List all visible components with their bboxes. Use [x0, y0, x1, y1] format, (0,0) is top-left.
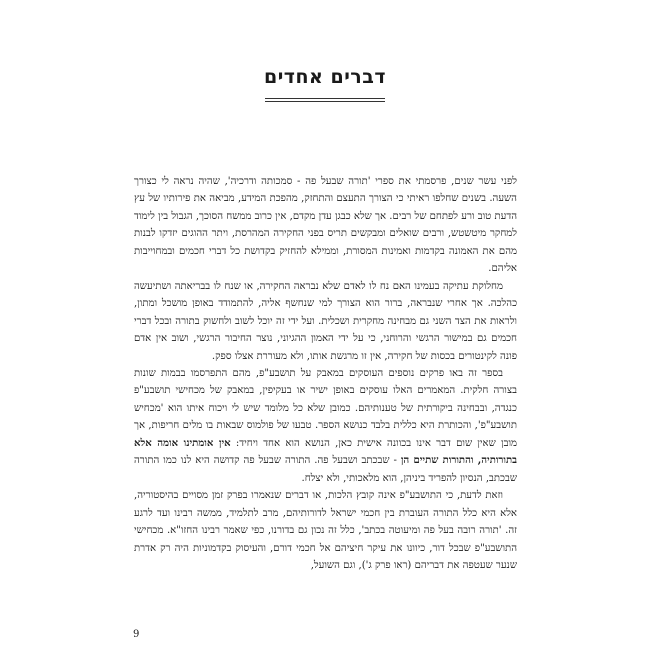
paragraph-3: [134, 365, 517, 487]
page-title: דברים אחדים: [263, 66, 386, 88]
title-rule-top: [265, 98, 385, 99]
page-number: 9: [133, 629, 140, 640]
paragraph-4: וזאת לדעת, כי התושבע"פ אינה קובץ הלכות, או דברים שנאמרו בפרק זמן מסויים בהיסטוריה, אלא היא כלל התורה העוברת בין חכמי ישראל לדורותיהם, מרב לתלמיד, ממשה רבינו ועד לרגע זה. 'תורה רובה בעל פה ומיעוטה בכתב', כלל זה נכון גם בדורנו, כפי שאמר רבינו החזו"א. מכחישי התושבע"פ שבכל דור, כיוונו את עיקר חיציהם אל חכמי דורם, והעיסוק בקדמוניות היה רק אדרת שנער שעטפה את דבריהם (ראו פרק ג'), וגם השועל,: [134, 490, 517, 571]
paragraph-3-part-b: - שבכתב ושבעל פה. התורה שבעל פה קדושה היא לנו כמו התורה שבכתב, הנסיון להפריד ביניהן, הוא מלאכותי, ולא יצלח.: [134, 455, 517, 484]
paragraph-3-part-a: בספר זה באו פרקים נוספים העוסקים במאבק על תושבע"פ, מהם התפרסמו בבמות שונות בצורה חלקית. המאמרים האלו עוסקים באופן ישיר או בעקיפין, במאבק של מכחישי תושבע"פ כנגדה, ובבחינה ביקורתית של טענותיהם. כמובן שלא כל מלומד שיש לי ויכוח איתו הוא 'מכחיש תושבע"פ', והכותרת היא כללית בלבד כנושא הספר. טבעו של פולמוס שבאות בו מלים חריפות, אך מובן שאין שום דבר אינו בכוונה אישית כאן, הנושא הוא אחד ויחיד:: [134, 367, 518, 449]
paragraph-1: לפני עשר שנים, פרסמתי את ספרי 'תורה שבעל פה - סמכותה ודרכיה', שהיה נראה לי כצורך השעה. בשנים שחלפו ראיתי כי הצורך התעצם והתחזק, מהפכת המידע, מביאה את פירותיו של עץ הדעת טוב ורע לפתחם של רבים. אך שלא כבגן עדן מקדם, אין כרוב ממשח הסוכך, הגבול בין לימוד למחקר מיטשטש, ורבים שואלים ומבקשים תריס בפני החקירה המהרסת, ויתר ההוגים יזדקו לבנות מהם את האמונה בקדמות ואמינות המסורת, וממילא להחזיק בקדושת כל דברי חכמים ובמחוייבות אליהם.: [134, 176, 517, 275]
title-rule-bottom: [265, 101, 385, 102]
paragraph-2: מחלוקת עתיקה בעמינו האם נח לו לאדם שלא נבראה החקירה, או שנח לו בבריאתה ושתיעשה כהלכה. אך אחרי שנבראה, ברור הוא הצורך למי שנחשף אליה, להתמודד באופן מושכל ומתון, ולראות את הצד השני גם מבחינה מחקרית ושכלית. ועל ידי זה יוכל לשוב ולחשוק בתורה ובכל דברי חכמים גם במישור הרגשי והרוחני, כי על ידי האמון ההגיוני, נוצר החיבור הרגשי, ושוב אין אדם פונה לקינטורים בכסות של חקירה, אין זו מרגשת אותו, ולא מעוררת אצלו ספק.: [134, 280, 517, 362]
body-text: [134, 173, 517, 574]
paragraph-3-bold: אין אומתינו אומה אלא בתורותיה, והתורות שתיים הן: [134, 437, 517, 467]
